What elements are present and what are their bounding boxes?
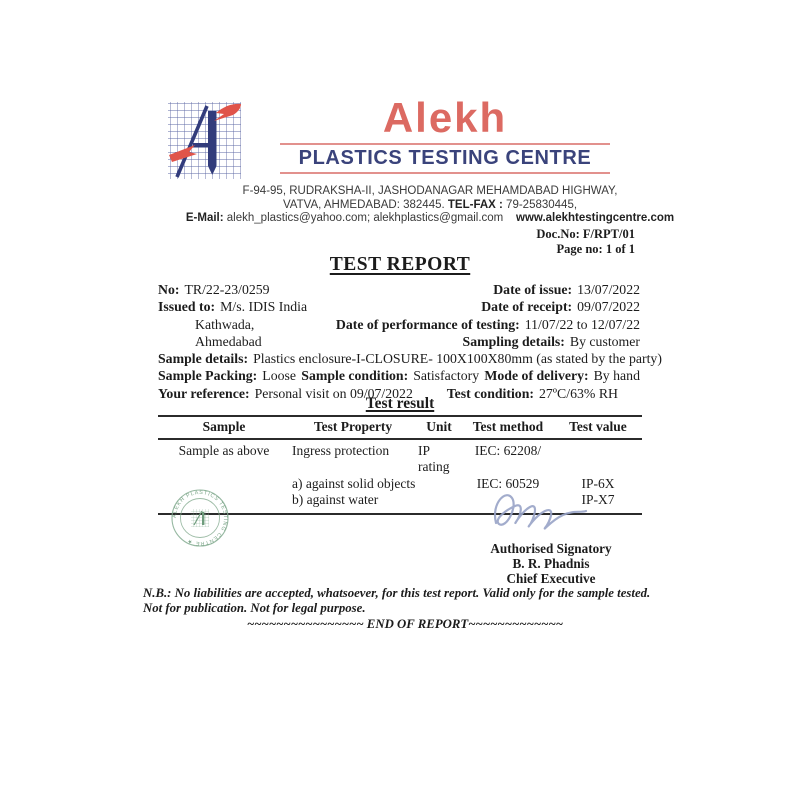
signature-scribble-icon (484, 483, 592, 547)
authorised-signatory-label: Authorised Signatory (490, 541, 612, 556)
telfax-number: 79-25830445, (506, 198, 578, 211)
issued-to-address-2: Kathwada, (195, 316, 255, 332)
performance-label: Date of performance of testing: (335, 316, 520, 332)
cell-unit: IP rating (418, 443, 450, 475)
page-number: Page no: 1 of 1 (556, 242, 635, 256)
detail-row (158, 367, 640, 384)
signature (484, 483, 592, 547)
test-result-heading: Test result (365, 395, 435, 412)
disclaimer-note: N.B.: No liabilities are accepted, whatsoever, for this test report. Valid only for the sample tested. Not for publication. Not for legal purpose. (143, 586, 651, 616)
email-label: E-Mail: (185, 212, 224, 225)
brand-name: Alekh (382, 94, 508, 141)
company-stamp (166, 487, 234, 549)
column-header: Test Property (313, 419, 393, 434)
grid-letter-a-logo-icon (163, 96, 245, 183)
cell-method: IEC: 60529 (476, 475, 540, 491)
mode-of-delivery-value: By hand (593, 368, 640, 384)
performance-value: 11/07/22 to 12/07/22 (524, 316, 640, 332)
company-subtitle: PLASTICS TESTING CENTRE (298, 147, 592, 169)
cell-unit (416, 492, 462, 508)
telfax-label: TEL-FAX : (447, 198, 503, 211)
doc-number: Doc.No: F/RPT/01 (536, 227, 635, 241)
column-header: Test value (569, 419, 627, 434)
test-result-heading-row (0, 395, 800, 413)
detail-row (158, 298, 640, 315)
round-stamp-icon (166, 487, 234, 549)
date-of-receipt-value: 09/07/2022 (577, 299, 640, 315)
report-details (158, 281, 662, 402)
red-rule-top (280, 143, 610, 145)
header (245, 94, 645, 175)
column-header: Test method (472, 419, 544, 434)
stamp-text: ALEKH PLASTICS TESTING CENTRE ★ (171, 489, 229, 547)
detail-row (158, 281, 640, 298)
cell-sample: Sample as above (178, 443, 270, 458)
cell-property: b) against water (292, 491, 379, 507)
signatory-name: B. R. Phadnis (512, 555, 590, 571)
cell-method: IEC: 62208/ (474, 443, 542, 458)
sample-details-label: Sample details: (158, 351, 249, 367)
sample-packing-label: Sample Packing: (158, 368, 258, 384)
mode-of-delivery-label: Mode of delivery: (484, 368, 589, 384)
cell-value: IP-X7 (581, 491, 615, 507)
issued-to-label: Issued to: (158, 299, 216, 315)
your-reference-value: Personal visit on 09/07/2022 (254, 385, 413, 401)
red-rule-bottom (280, 172, 610, 174)
email-addresses: alekh_plastics@yahoo.com; alekhplastics@gmail.com (226, 212, 504, 225)
date-of-receipt-label: Date of receipt: (481, 299, 573, 315)
detail-row (158, 350, 662, 367)
sample-condition-label: Sample condition: (301, 368, 409, 384)
your-reference-label: Your reference: (158, 385, 250, 401)
address-line-2 (130, 199, 730, 213)
detail-row (158, 333, 640, 350)
cell-property: a) against solid objects (292, 475, 416, 491)
sample-packing-value: Loose (262, 368, 296, 384)
page-title: TEST REPORT (329, 254, 471, 275)
date-of-issue-label: Date of issue: (493, 282, 573, 297)
address-city: VATVA, AHMEDABAD: 382445. (282, 198, 445, 211)
sampling-details-value: By customer (569, 333, 640, 349)
address-line-3 (130, 212, 730, 226)
end-of-report-line: ~~~~~~~~~~~~~~~~ END OF REPORT~~~~~~~~~~~~~ (246, 617, 564, 631)
test-condition-value: 27ºC/63% RH (538, 385, 618, 401)
address-line-1: F-94-95, RUDRAKSHA-II, JASHODANAGAR MEHAMDABAD HIGHWAY, (242, 185, 618, 197)
cell-property: Ingress protection (292, 443, 390, 458)
report-no-value: TR/22-23/0259 (184, 282, 270, 297)
sample-details-value: Plastics enclosure-I-CLOSURE- 100X100X80mm (as stated by the party) (253, 351, 662, 367)
results-table-header (158, 417, 642, 440)
cell-unit (416, 476, 462, 492)
signatory-role: Chief Executive (506, 570, 596, 586)
detail-row (158, 316, 640, 333)
cell-value (554, 443, 642, 476)
table-row (158, 443, 642, 476)
sampling-details-label: Sampling details: (462, 333, 565, 349)
document-meta (536, 227, 635, 257)
company-address (130, 185, 730, 226)
issued-to-value: M/s. IDIS India (220, 299, 308, 315)
cell-value: IP-6X (581, 475, 615, 491)
company-logo (163, 96, 245, 183)
column-header: Sample (202, 419, 246, 434)
report-no-label: No: (158, 282, 180, 297)
signatory-block (468, 542, 634, 586)
report-title-row (0, 254, 800, 276)
sample-condition-value: Satisfactory (413, 368, 480, 384)
column-header: Unit (426, 419, 452, 434)
website-url: www.alekhtestingcentre.com (516, 212, 675, 225)
test-condition-label: Test condition: (446, 385, 534, 401)
issued-to-address-3: Ahmedabad (195, 333, 262, 349)
date-of-issue-value: 13/07/2022 (577, 282, 640, 297)
